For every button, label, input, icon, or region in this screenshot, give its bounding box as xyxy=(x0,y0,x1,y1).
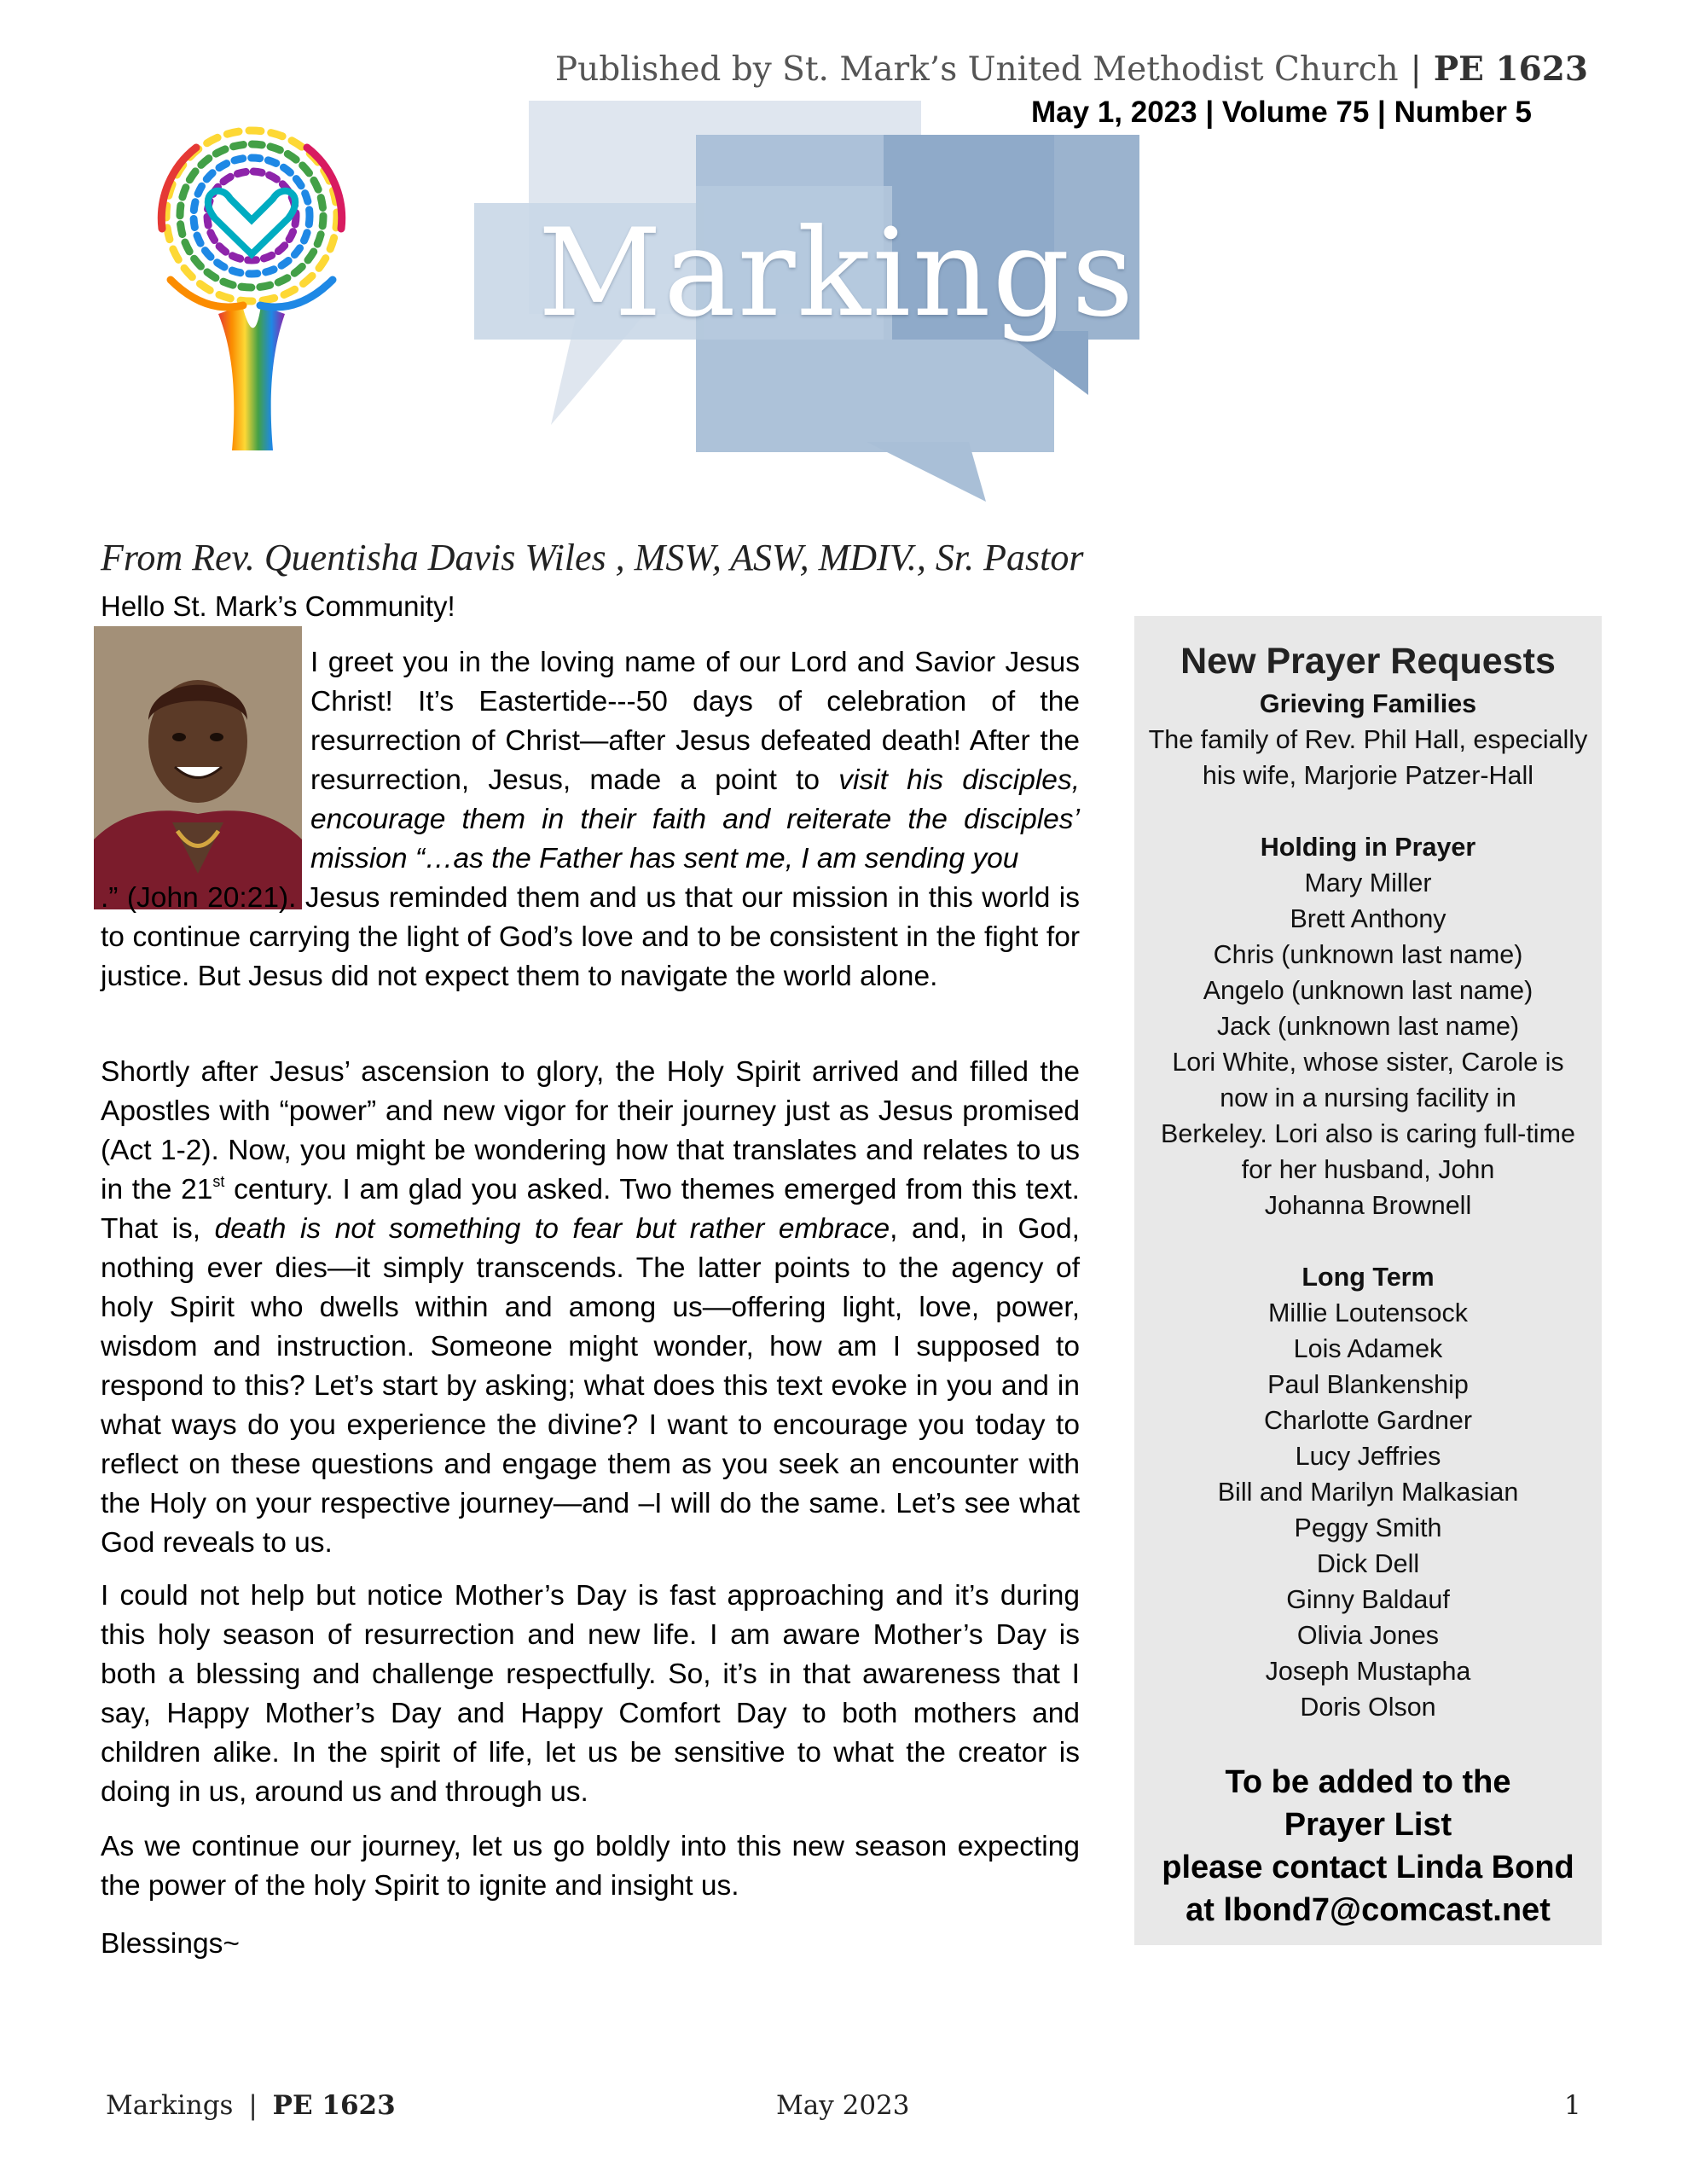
letter-paragraph-1 xyxy=(101,643,1080,879)
holding-line: Berkeley. Lori also is caring full-time xyxy=(1161,1119,1575,1148)
publisher-text: Published by St. Mark’s United Methodist Church xyxy=(554,50,1399,89)
p1-text-italic: visit his disciples, encourage them in their faith and reiterate the disciples’ mission “…as the Father has sent me, I am sending you xyxy=(310,764,1080,874)
masthead-title: Markings xyxy=(537,203,1136,344)
prayer-contact xyxy=(1134,1761,1602,1931)
holding-line: Angelo (unknown last name) xyxy=(1203,976,1533,1005)
p2-superscript: st xyxy=(212,1172,225,1190)
contact-line: please contact Linda Bond xyxy=(1162,1850,1574,1885)
holding-line: now in a nursing facility in xyxy=(1220,1083,1516,1112)
longterm-line: Ginny Baldauf xyxy=(1286,1585,1450,1614)
longterm-line: Lucy Jeffries xyxy=(1295,1442,1441,1471)
letter-paragraph-1-cont xyxy=(101,879,1080,996)
longterm-line: Millie Loutensock xyxy=(1268,1298,1468,1327)
page-number: 1 xyxy=(1564,2090,1581,2121)
holding-heading: Holding in Prayer xyxy=(1260,833,1476,862)
footer-code: PE 1623 xyxy=(272,2090,396,2121)
church-tree-logo xyxy=(136,109,367,459)
issue-info: May 1, 2023 | Volume 75 | Number 5 xyxy=(1031,96,1532,129)
letter-paragraph-2 xyxy=(101,1053,1080,1563)
contact-email-line[interactable]: at lbond7@comcast.net xyxy=(1186,1892,1551,1928)
prayer-title: New Prayer Requests xyxy=(1180,641,1556,682)
longterm-line: Lois Adamek xyxy=(1293,1334,1443,1363)
longterm-line: Doris Olson xyxy=(1300,1693,1436,1722)
longterm-line: Olivia Jones xyxy=(1296,1621,1440,1650)
grieving-heading: Grieving Families xyxy=(1259,689,1477,718)
p2-text-a: Shortly after Jesus’ ascension to glory, the Holy Spirit arrived and filled the Apostles with “power” and new vigor for their journey just as Jesus promised (Act 1-2). Now, you might be wondering how that translates and relates to us in the 21 xyxy=(101,1056,1080,1205)
longterm-line: Bill and Marilyn Malkasian xyxy=(1217,1478,1519,1507)
grieving-section xyxy=(1134,686,1602,793)
p2-text-c: , and, in God, nothing ever dies—it simply transcends. The latter points to the agency of holy Spirit who dwells within and among us—offering light, love, power, wisdom and instruction. Someone might wonder, how am I supposed to respond to this? Let’s start by asking; what does this text evoke in you and in what ways do you experience the divine? I want to encourage you today to reflect on these questions and engage them as you seek an encounter with the Holy on your respective journey—and –I will do the same. Let’s see what God reveals to us. xyxy=(101,1213,1080,1559)
p1-text-a: I greet you in the loving name of our Lord and Savior Jesus Christ! It’s Eastertide---50 days of celebration of the resurrection of Christ—after Jesus defeated death! After the resurrection, Jesus, made a point to xyxy=(310,647,1080,796)
footer-date: May 2023 xyxy=(776,2090,910,2121)
p2-text-b: century. I am glad you asked. Two themes emerged from this text. That is, xyxy=(101,1174,1080,1245)
holding-line: Johanna Brownell xyxy=(1264,1191,1472,1220)
holding-section xyxy=(1134,829,1602,1223)
letter-author-heading: From Rev. Quentisha Davis Wiles , MSW, ASW, MDIV., Sr. Pastor xyxy=(101,537,1084,578)
separator: | xyxy=(1410,50,1422,89)
grieving-line: his wife, Marjorie Patzer-Hall xyxy=(1202,761,1534,790)
longterm-line: Paul Blankenship xyxy=(1267,1370,1469,1399)
longterm-heading: Long Term xyxy=(1301,1263,1435,1292)
holding-line: for her husband, John xyxy=(1241,1155,1495,1184)
letter-closing: Blessings~ xyxy=(101,1928,240,1960)
letter-paragraph-4: As we continue our journey, let us go boldly into this new season expecting the power of the holy Spirit to ignite and insight us. xyxy=(101,1831,1080,1902)
longterm-line: Joseph Mustapha xyxy=(1265,1657,1471,1686)
footer-publication xyxy=(106,2090,396,2121)
pe-code: PE 1623 xyxy=(1433,49,1588,89)
longterm-line: Charlotte Gardner xyxy=(1263,1406,1473,1435)
letter-greeting: Hello St. Mark’s Community! xyxy=(101,590,455,622)
p2-text-italic: death is not something to fear but rather embrace xyxy=(214,1213,890,1245)
holding-line: Chris (unknown last name) xyxy=(1213,940,1523,969)
holding-line: Brett Anthony xyxy=(1290,904,1446,933)
holding-line: Mary Miller xyxy=(1304,868,1432,897)
longterm-line: Peggy Smith xyxy=(1294,1513,1442,1542)
publisher-line xyxy=(555,49,1588,89)
contact-line: To be added to the xyxy=(1225,1764,1511,1800)
footer-name: Markings xyxy=(106,2090,234,2121)
grieving-line: The family of Rev. Phil Hall, especially xyxy=(1148,725,1588,754)
contact-line: Prayer List xyxy=(1284,1807,1452,1843)
footer-separator: | xyxy=(248,2090,258,2121)
holding-line: Jack (unknown last name) xyxy=(1216,1012,1520,1041)
longterm-line: Dick Dell xyxy=(1316,1549,1420,1578)
prayer-requests-box xyxy=(1134,616,1602,1945)
holding-line: Lori White, whose sister, Carole is xyxy=(1172,1048,1564,1077)
p1-text-b: .” (John 20:21). Jesus reminded them and us that our mission in this world is to continue carrying the light of God’s love and to be consistent in the fight for justice. But Jesus did not expect them to navigate the world alone. xyxy=(101,882,1080,992)
letter-paragraph-3: I could not help but notice Mother’s Day is fast approaching and it’s during this holy season of resurrection and new life. I am aware Mother’s Day is both a blessing and challenge respectfully. So, it’s in that awareness that I say, Happy Mother’s Day and Happy Comfort Day to both mothers and children alike. In the spirit of life, let us be sensitive to what the creator is doing in us, around us and through us. xyxy=(101,1580,1080,1808)
longterm-section xyxy=(1134,1259,1602,1725)
